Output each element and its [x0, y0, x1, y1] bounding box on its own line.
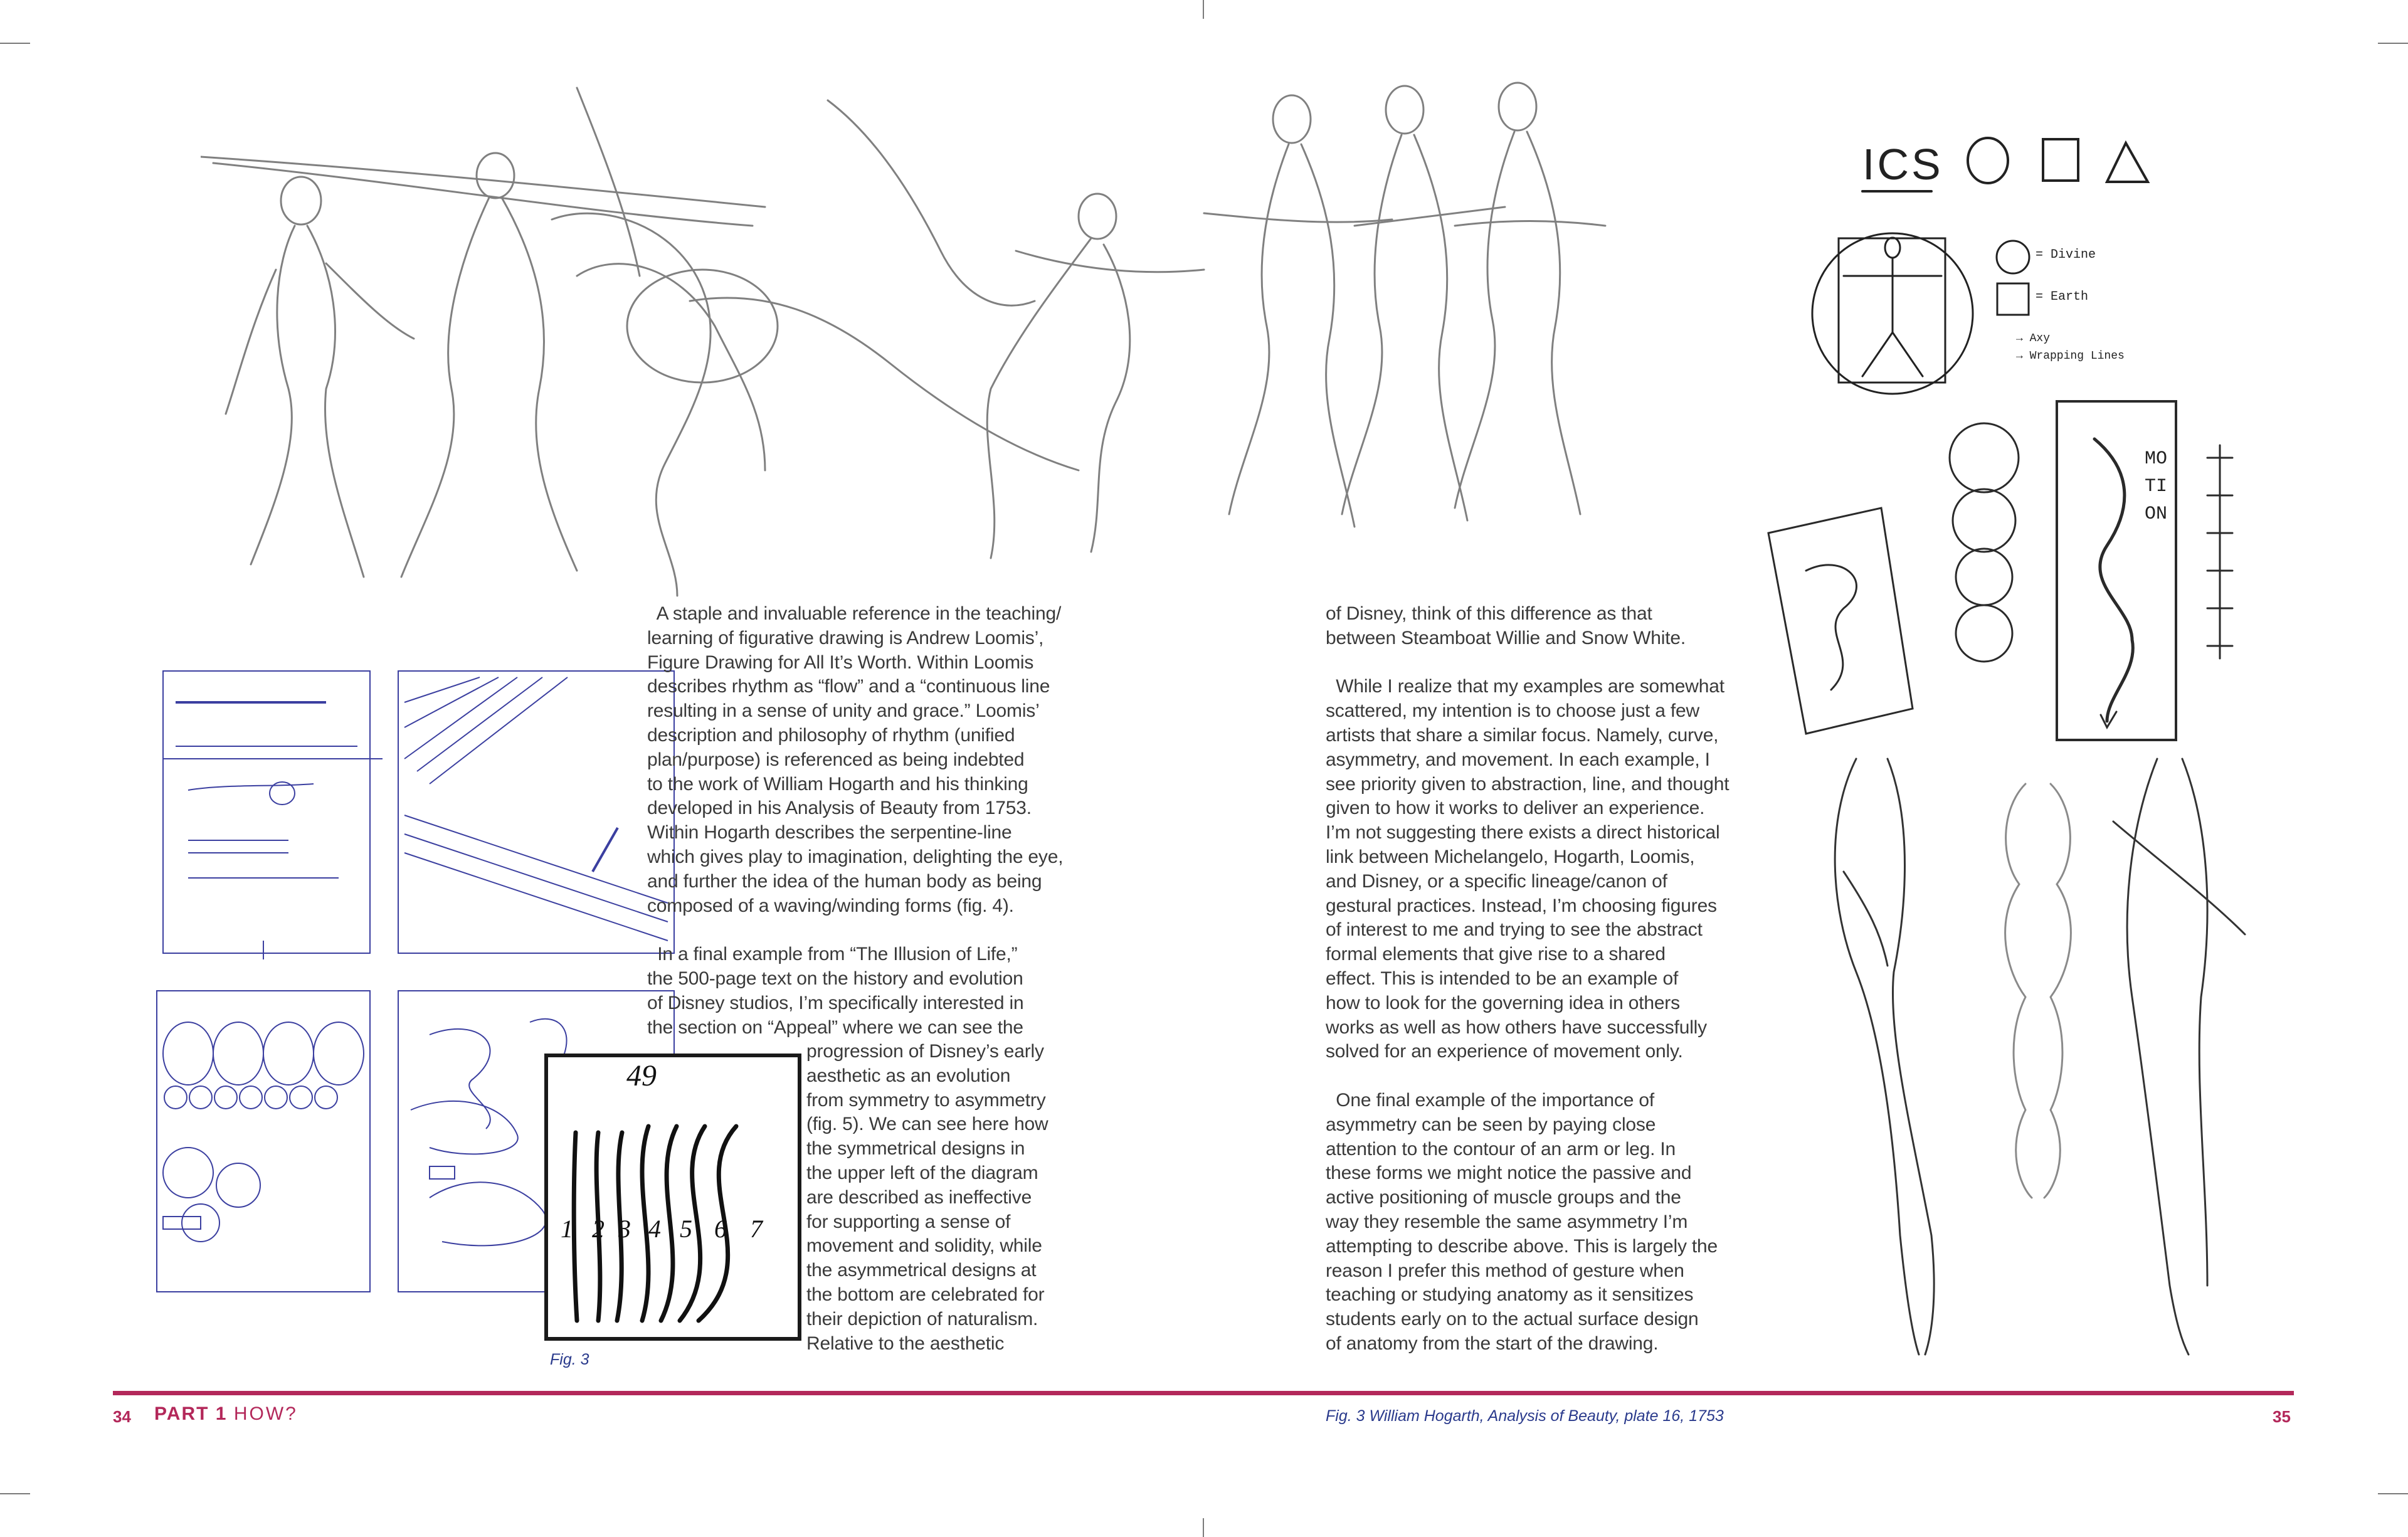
- text-line: attention to the contour of an arm or leg. In: [1326, 1138, 1676, 1159]
- fig3-curve-label: 4: [648, 1215, 661, 1243]
- crop-mark: [1203, 1518, 1204, 1537]
- text-line: of anatomy from the start of the drawing.: [1326, 1333, 1659, 1354]
- text-line: (fig. 5). We can see here how: [806, 1114, 1048, 1135]
- text-line: description and philosophy of rhythm (unified: [647, 724, 1015, 746]
- text-line: A staple and invaluable reference in the teaching/: [647, 603, 1062, 624]
- text-line: works as well as how others have successfully: [1326, 1017, 1707, 1038]
- text-line: their depiction of naturalism.: [806, 1308, 1038, 1329]
- text-line: In a final example from “The Illusion of Life,”: [647, 944, 1018, 965]
- text-line: between Steamboat Willie and Snow White.: [1326, 627, 1686, 648]
- text-line: of Disney studios, I’m specifically interested in: [647, 992, 1024, 1013]
- motion-word: MOTION: [2145, 448, 2168, 525]
- body-column-1-wrap: [806, 1040, 1095, 1356]
- fig3-curve-label: 6: [714, 1215, 727, 1243]
- text-line: link between Michelangelo, Hogarth, Loomis,: [1326, 846, 1695, 867]
- text-line: students early on to the actual surface design: [1326, 1309, 1699, 1330]
- text-line: these forms we might notice the passive and: [1326, 1163, 1692, 1184]
- text-line: which gives play to imagination, delighting the eye,: [647, 846, 1064, 867]
- text-line: I’m not suggesting there exists a direct historical: [1326, 822, 1720, 843]
- text-line: the asymmetrical designs at: [806, 1260, 1037, 1281]
- text-line: Figure Drawing for All It’s Worth. Within Loomis: [647, 652, 1034, 673]
- arm-leg-contour-sketch: [1806, 746, 2258, 1361]
- text-line: asymmetry, and movement. In each example, I: [1326, 749, 1710, 770]
- fig3-curve-label: 5: [680, 1215, 692, 1243]
- thumbnail-sketch-3: [150, 985, 383, 1298]
- text-line: artists that share a similar focus. Namely, curve,: [1326, 724, 1719, 746]
- text-line: resulting in a sense of unity and grace.” Loomis’: [647, 700, 1040, 722]
- text-line: scattered, my intention is to choose just a few: [1326, 700, 1699, 722]
- left-page-number: 34: [113, 1407, 131, 1426]
- text-line: of Disney, think of this difference as that: [1326, 603, 1652, 624]
- text-line: While I realize that my examples are somewhat: [1326, 676, 1724, 697]
- text-line: given to how it works to deliver an experience.: [1326, 798, 1705, 819]
- crop-mark: [0, 1493, 30, 1494]
- text-line: the bottom are celebrated for: [806, 1284, 1045, 1305]
- fig3-curve-label: 2: [592, 1215, 605, 1243]
- text-line: from symmetry to asymmetry: [806, 1089, 1046, 1111]
- text-line: way they resemble the same asymmetry I’m: [1326, 1211, 1688, 1232]
- fig3-caption: Fig. 3 William Hogarth, Analysis of Beauty, plate 16, 1753: [1326, 1407, 1724, 1425]
- text-line: solved for an experience of movement only.: [1326, 1041, 1683, 1062]
- text-line: the 500-page text on the history and evolution: [647, 968, 1023, 989]
- text-line: for supporting a sense of: [806, 1211, 1011, 1232]
- text-line: learning of figurative drawing is Andrew Loomis’,: [647, 627, 1044, 648]
- ics-shapes-sketch: [1806, 125, 2170, 401]
- text-line: composed of a waving/winding forms (fig. 4).: [647, 895, 1014, 916]
- text-line: describes rhythm as “flow” and a “continuous line: [647, 676, 1050, 697]
- part-number: PART 1: [154, 1403, 228, 1424]
- text-line: how to look for the governing idea in others: [1326, 992, 1680, 1013]
- ics-legend-divine: = Divine: [2036, 248, 2096, 262]
- right-page-number: 35: [2273, 1407, 2291, 1426]
- ics-title: ICS: [1862, 140, 1943, 189]
- fig3-curve-label: 7: [750, 1215, 763, 1243]
- text-line: reason I prefer this method of gesture when: [1326, 1260, 1684, 1281]
- body-column-2: [1326, 602, 1802, 1356]
- text-line: the symmetrical designs in: [806, 1138, 1025, 1159]
- text-line: are described as ineffective: [806, 1186, 1032, 1208]
- text-line: plan/purpose) is referenced as being indebted: [647, 749, 1025, 770]
- fig3-curve-label: 3: [618, 1215, 631, 1243]
- fig3-hogarth-plate: [544, 1054, 801, 1341]
- body-column-1: [647, 602, 1124, 1040]
- thumbnail-sketch-1: [150, 665, 383, 959]
- text-line: Relative to the aesthetic: [806, 1333, 1005, 1354]
- text-line: progression of Disney’s early: [806, 1041, 1044, 1062]
- crop-mark: [1203, 0, 1204, 19]
- text-line: formal elements that give rise to a shared: [1326, 944, 1666, 965]
- text-line: to the work of William Hogarth and his thinking: [647, 773, 1028, 795]
- ics-legend-earth: = Earth: [2036, 290, 2089, 304]
- text-line: active positioning of muscle groups and the: [1326, 1187, 1681, 1208]
- text-line: movement and solidity, while: [806, 1235, 1042, 1257]
- text-line: One final example of the importance of: [1326, 1089, 1654, 1111]
- text-line: and Disney, or a specific lineage/canon of: [1326, 870, 1667, 892]
- ics-legend-axy: → Axy: [2016, 332, 2051, 345]
- text-line: see priority given to abstraction, line, and thought: [1326, 773, 1729, 795]
- crop-mark: [2378, 1493, 2408, 1494]
- fig3-plate-number: 49: [626, 1059, 657, 1092]
- text-line: gestural practices. Instead, I’m choosing figures: [1326, 895, 1717, 916]
- text-line: aesthetic as an evolution: [806, 1065, 1011, 1086]
- text-line: asymmetry can be seen by paying close: [1326, 1114, 1656, 1135]
- text-line: the section on “Appeal” where we can see the: [647, 1017, 1023, 1038]
- fig3-curve-label: 1: [561, 1215, 573, 1243]
- footer-rule: [113, 1391, 2294, 1395]
- crop-mark: [2378, 43, 2408, 44]
- text-line: effect. This is intended to be an example of: [1326, 968, 1679, 989]
- part-title: HOW?: [233, 1403, 298, 1424]
- gesture-figures-sketch: [201, 63, 1656, 627]
- text-line: and further the idea of the human body as being: [647, 870, 1042, 892]
- text-line: the upper left of the diagram: [806, 1162, 1038, 1183]
- crop-mark: [0, 43, 30, 44]
- text-line: developed in his Analysis of Beauty from 1753.: [647, 798, 1032, 819]
- ics-legend-wrapping: → Wrapping Lines: [2016, 350, 2125, 362]
- motion-diagram-sketch: [1756, 395, 2270, 746]
- thumbnail-sketch-2: [392, 665, 680, 959]
- text-line: teaching or studying anatomy as it sensitizes: [1326, 1284, 1694, 1306]
- fig3-label: Fig. 3: [550, 1351, 589, 1368]
- text-line: of interest to me and trying to see the abstract: [1326, 919, 1703, 941]
- part-label: [154, 1403, 298, 1425]
- text-line: attempting to describe above. This is largely the: [1326, 1235, 1718, 1257]
- text-line: Within Hogarth describes the serpentine-line: [647, 822, 1012, 843]
